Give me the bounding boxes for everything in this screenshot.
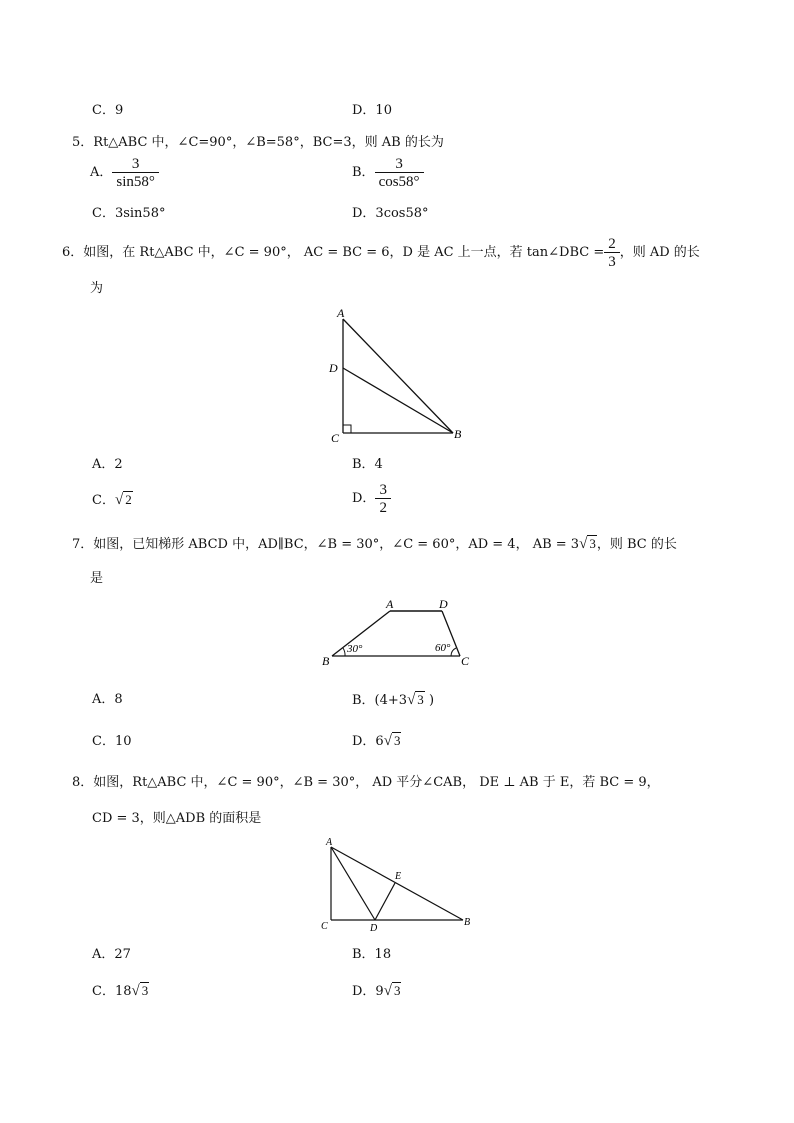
q6-fig-label-d: D — [329, 361, 338, 375]
q7-option-d — [352, 733, 401, 750]
q5-option-b-numerator: 3 — [395, 156, 403, 172]
q5-option-b-label: B． — [352, 165, 375, 180]
q8-fig-segment-ad — [331, 847, 375, 920]
q7-fig-angle-c-arc — [451, 648, 456, 656]
q7-stem-line2: 是 — [90, 571, 104, 586]
q6-option-c-radicand: 2 — [125, 492, 132, 507]
q8-option-c-label: C．18 — [92, 984, 132, 999]
q6-option-b: B．4 — [352, 457, 383, 472]
q6-option-a: A．2 — [92, 457, 123, 472]
q6-fig-segment-db — [343, 368, 453, 433]
q7-fig-label-d: D — [439, 597, 448, 611]
q8-stem-line1 — [72, 775, 660, 791]
sqrt-icon: √ — [383, 983, 392, 999]
q5-stem — [72, 135, 444, 151]
q7-number: 7． — [72, 537, 94, 552]
q7-option-b — [352, 692, 434, 709]
q4-option-c: C．9 — [92, 103, 124, 118]
q8-option-d — [352, 983, 401, 1000]
q7-fig-label-b: B — [322, 654, 330, 668]
q5-number: 5． — [72, 135, 94, 150]
q5-option-a — [90, 156, 159, 190]
q5-option-c: C．3sin58° — [92, 206, 166, 221]
q8-figure — [315, 833, 480, 938]
q7-option-b-radicand: 3 — [417, 692, 424, 707]
q7-stem-radicand: 3 — [589, 536, 596, 551]
q7-option-d-radicand: 3 — [393, 733, 401, 748]
q7-text-b: ，则 BC 的长 — [596, 537, 677, 552]
q7-fig-label-c: C — [461, 654, 470, 668]
q5-option-a-numerator: 3 — [131, 156, 140, 172]
q7-fig-angle-b-arc — [343, 648, 345, 656]
sqrt-icon: √ — [114, 492, 124, 508]
q6-text-a: 如图，在 Rt△ABC 中，∠C = 90°， AC = BC = 6，D 是 AC 上一点，若 tan∠DBC = — [83, 245, 605, 260]
q8-fig-side-ab — [331, 847, 463, 920]
q6-frac-denominator: 3 — [604, 252, 620, 270]
q6-option-d-denominator: 2 — [375, 498, 391, 516]
q6-fig-label-a: A — [337, 306, 345, 320]
q7-option-d-label: D．6 — [352, 734, 384, 749]
q8-option-a: A．27 — [92, 947, 131, 962]
q6-fig-right-angle — [343, 425, 351, 433]
q7-option-b-a: B．(4+3 — [352, 693, 408, 708]
q8-option-c-radicand: 3 — [141, 983, 149, 998]
q6-number: 6． — [62, 245, 84, 260]
q8-fig-label-c: C — [321, 921, 328, 932]
q6-option-c — [92, 492, 133, 509]
q6-stem-line2: 为 — [90, 281, 104, 296]
q5-option-b — [352, 156, 424, 190]
q8-option-b: B．18 — [352, 947, 392, 962]
q8-option-c — [92, 983, 149, 1000]
q6-option-d-label: D． — [352, 491, 376, 506]
q7-option-b-b: ) — [428, 693, 435, 708]
q7-fig-angle-c: 60° — [435, 642, 451, 654]
q5-option-d: D．3cos58° — [352, 206, 429, 221]
sqrt-icon: √ — [131, 983, 140, 999]
q7-option-c: C．10 — [92, 734, 132, 749]
q6-text-b: ，则 AD 的长 — [619, 245, 700, 260]
q8-text-a: 如图，Rt△ABC 中，∠C = 90°，∠B = 30°， AD 平分∠CAB， DE ⊥ AB 于 E，若 BC = 9， — [93, 775, 660, 790]
q4-option-d: D．10 — [352, 103, 392, 118]
sqrt-icon: √ — [407, 692, 416, 708]
q7-text-a: 如图，已知梯形 ABCD 中，AD∥BC，∠B = 30°，∠C = 60°，AD = 4， AB = 3 — [93, 537, 580, 552]
q5-option-a-denominator: sin58° — [112, 172, 159, 190]
q7-fig-angle-b: 30° — [347, 643, 363, 655]
q8-fig-label-a: A — [326, 837, 333, 848]
q6-figure — [320, 305, 470, 445]
q7-stem-line1 — [72, 536, 677, 553]
q8-fig-label-e: E — [395, 871, 402, 882]
q6-option-d — [352, 482, 391, 516]
q7-figure — [318, 595, 478, 670]
sqrt-icon: √ — [383, 733, 392, 749]
q6-option-c-label: C． — [92, 493, 115, 508]
q6-option-d-numerator: 3 — [379, 482, 387, 498]
q6-fig-label-c: C — [331, 431, 340, 445]
q8-option-d-label: D．9 — [352, 984, 384, 999]
q6-stem-line1 — [62, 236, 700, 270]
q5-option-b-denominator: cos58° — [375, 172, 424, 190]
q5-text: Rt△ABC 中，∠C=90°，∠B=58°，BC=3，则 AB 的长为 — [93, 135, 444, 150]
sqrt-icon: √ — [579, 536, 588, 552]
q8-fig-segment-de — [375, 883, 395, 920]
q5-option-a-label: A． — [90, 165, 113, 180]
q6-fig-side-ab — [343, 319, 453, 433]
q6-frac-numerator: 2 — [608, 236, 616, 252]
q8-fig-label-d: D — [370, 923, 378, 934]
q7-option-a: A．8 — [92, 692, 123, 707]
q8-fig-label-b: B — [464, 917, 471, 928]
q6-fig-label-b: B — [454, 427, 462, 441]
q8-option-d-radicand: 3 — [393, 983, 401, 998]
q8-number: 8． — [72, 775, 94, 790]
q8-stem-line2: CD = 3，则△ADB 的面积是 — [92, 811, 262, 826]
q7-fig-label-a: A — [386, 597, 394, 611]
